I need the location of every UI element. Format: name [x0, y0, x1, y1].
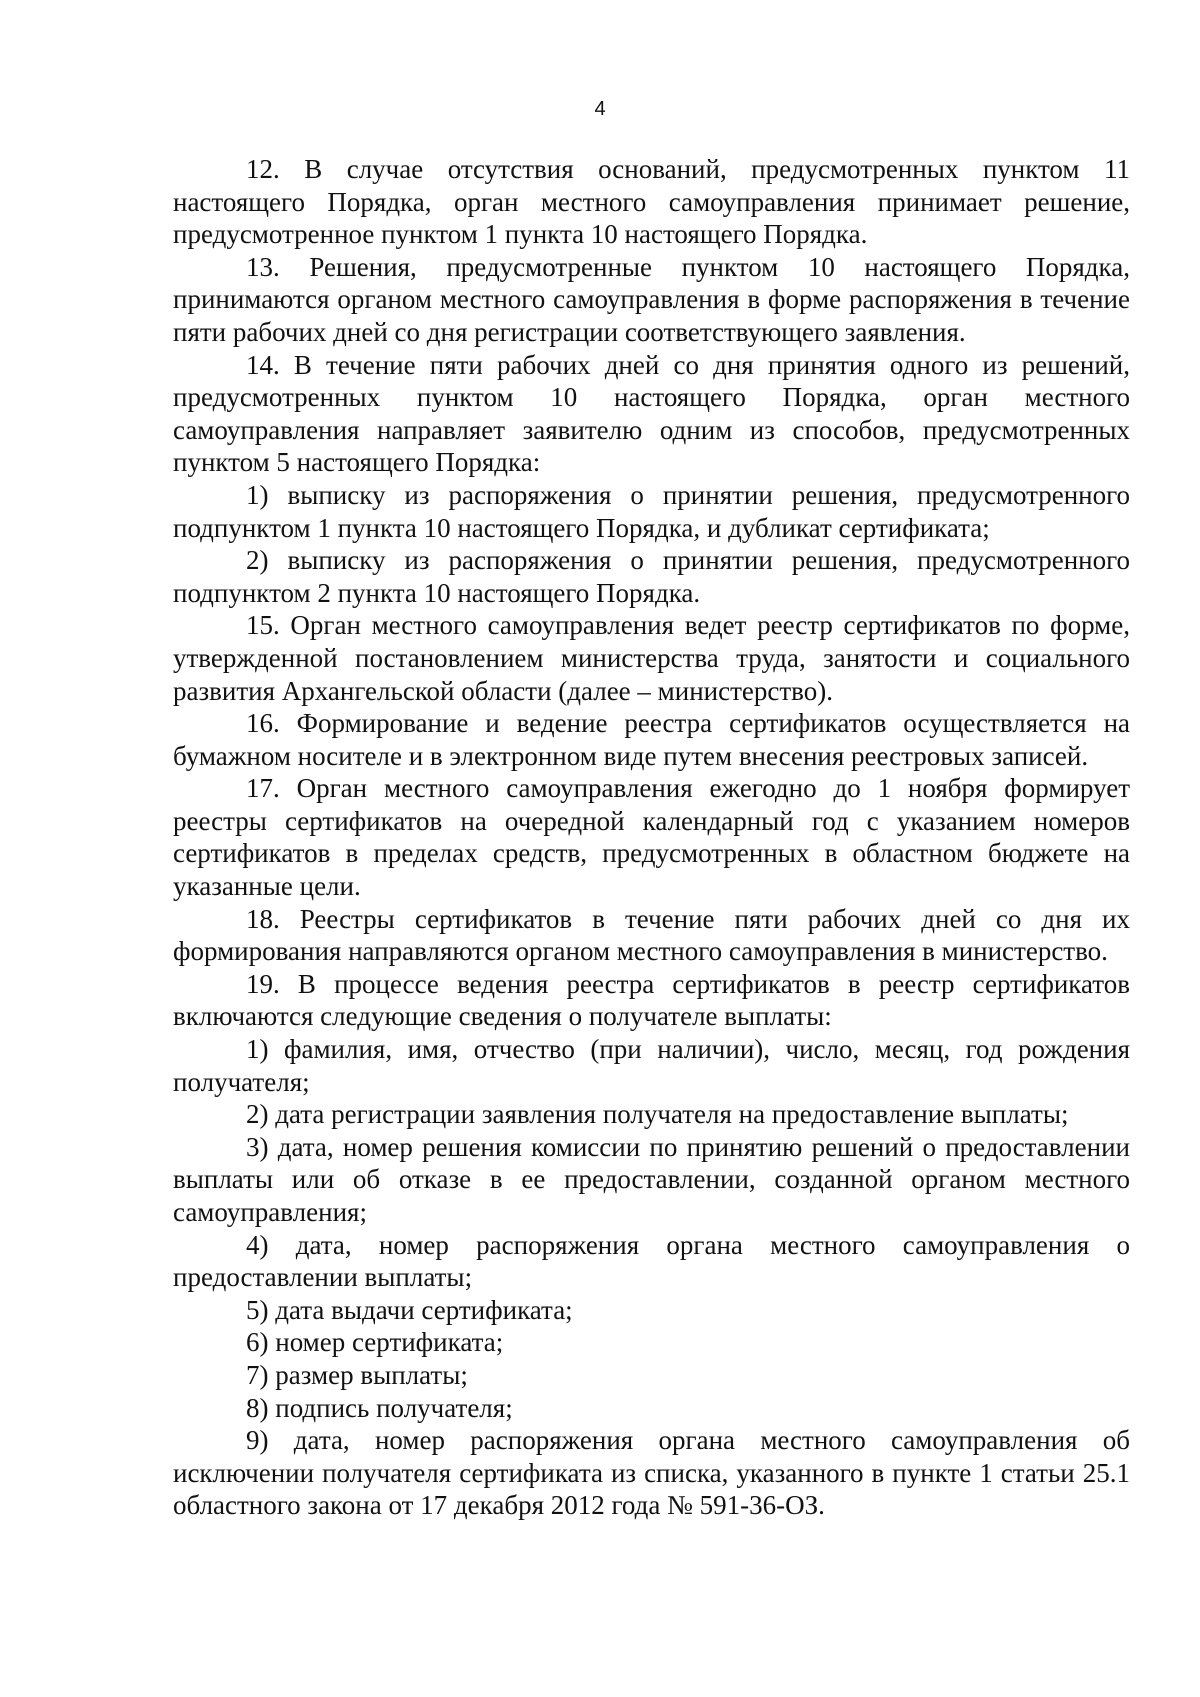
paragraph-18: 18. Реестры сертификатов в течение пяти рабочих дней со дня их формирования направляются органом местного самоуправления в министерство. [173, 903, 1130, 967]
paragraph-14-item-2: 2) выписку из распоряжения о принятии решения, предусмотренного подпунктом 2 пункта 10 настоящего Порядка. [173, 545, 1130, 608]
paragraph-19: 19. В процессе ведения реестра сертификатов в реестр сертификатов включаются следующие сведения о получателе выплаты: [173, 968, 1130, 1032]
paragraph-19-item-8: 8) подпись получателя; [246, 1392, 513, 1423]
paragraph-19-item-4: 4) дата, номер распоряжения органа местного самоуправления о предоставлении выплаты; [173, 1229, 1130, 1293]
page-number: 4 [594, 98, 606, 120]
paragraph-19-item-6: 6) номер сертификата; [246, 1327, 504, 1358]
paragraph-19-item-5: 5) дата выдачи сертификата; [246, 1294, 573, 1325]
paragraph-12: 12. В случае отсутствия оснований, предусмотренных пунктом 11 настоящего Порядка, орган местного самоуправления принимает решение, предусмотренное пунктом 1 пункта 10 настоящего Порядка. [173, 154, 1130, 250]
paragraph-19-item-7: 7) размер выплаты; [246, 1359, 468, 1390]
paragraph-17: 17. Орган местного самоуправления ежегодно до 1 ноября формирует реестры сертификатов на очередной календарный год с указанием номеров сертификатов в пределах средств, предусмотренных в областном бюджете на указанные цели. [173, 773, 1130, 902]
paragraph-14-item-1: 1) выписку из распоряжения о принятии решения, предусмотренного подпунктом 1 пункта 10 настоящего Порядка, и дубликат сертификата; [173, 479, 1130, 543]
paragraph-19-item-3: 3) дата, номер решения комиссии по принятию решений о предоставлении выплаты или об отказе в ее предоставлении, созданной органом местного самоуправления; [173, 1131, 1130, 1227]
paragraph-16: 16. Формирование и ведение реестра сертификатов осуществляется на бумажном носителе и в электронном виде путем внесения реестровых записей. [173, 708, 1130, 771]
paragraph-13: 13. Решения, предусмотренные пунктом 10 настоящего Порядка, принимаются органом местного самоуправления в форме распоряжения в течение пяти рабочих дней со дня регистрации соответствующего заявления. [173, 251, 1130, 347]
paragraph-19-item-1: 1) фамилия, имя, отчество (при наличии), число, месяц, год рождения получателя; [173, 1034, 1130, 1097]
document-body [173, 153, 1130, 1522]
paragraph-19-item-2: 2) дата регистрации заявления получателя на предоставление выплаты; [246, 1099, 1069, 1130]
paragraph-15: 15. Орган местного самоуправления ведет реестр сертификатов по форме, утвержденной постановлением министерства труда, занятости и социального развития Архангельской области (далее – министерство). [173, 610, 1130, 706]
paragraph-19-item-9: 9) дата, номер распоряжения органа местного самоуправления об исключении получателя сертификата из списка, указанного в пункте 1 статьи 25.1 областного закона от 17 декабря 2012 года № 591-36-ОЗ. [173, 1425, 1130, 1521]
paragraph-14: 14. В течение пяти рабочих дней со дня принятия одного из решений, предусмотренных пунктом 10 настоящего Порядка, орган местного самоуправления направляет заявителю одним из способов, предусмотренных пунктом 5 настоящего Порядка: [173, 349, 1130, 478]
